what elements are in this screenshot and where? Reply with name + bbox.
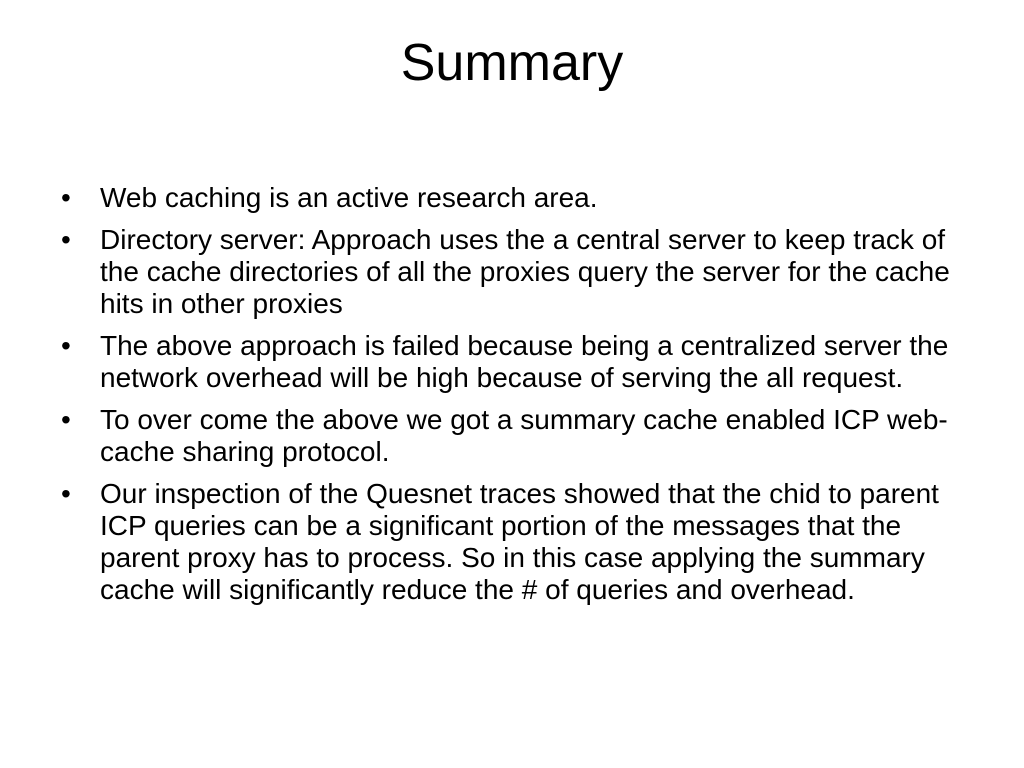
slide-title: Summary bbox=[400, 34, 624, 92]
bullet-item bbox=[55, 404, 965, 468]
bullet-dot-icon: • bbox=[61, 404, 71, 435]
bullet-list bbox=[55, 182, 965, 616]
bullet-text: Web caching is an active research area. bbox=[100, 182, 598, 213]
bullet-text: The above approach is failed because being a centralized server the network overhead will be high because of serving the all request. bbox=[100, 330, 949, 393]
bullet-item bbox=[55, 182, 965, 214]
bullet-dot-icon: • bbox=[61, 224, 71, 255]
bullet-text: Our inspection of the Quesnet traces showed that the chid to parent ICP queries can be a significant portion of the messages that the parent proxy has to process. So in this case applying the summary cache will significantly reduce the # of queries and overhead. bbox=[100, 478, 939, 605]
bullet-text: To over come the above we got a summary cache enabled ICP web-cache sharing protocol. bbox=[100, 404, 948, 467]
bullet-dot-icon: • bbox=[61, 478, 71, 509]
bullet-dot-icon: • bbox=[61, 330, 71, 361]
bullet-dot-icon: • bbox=[61, 182, 71, 213]
bullet-item bbox=[55, 478, 965, 606]
bullet-item bbox=[55, 224, 965, 320]
bullet-item bbox=[55, 330, 965, 394]
bullet-text: Directory server: Approach uses the a central server to keep track of the cache directories of all the proxies query the server for the cache hits in other proxies bbox=[100, 224, 950, 319]
